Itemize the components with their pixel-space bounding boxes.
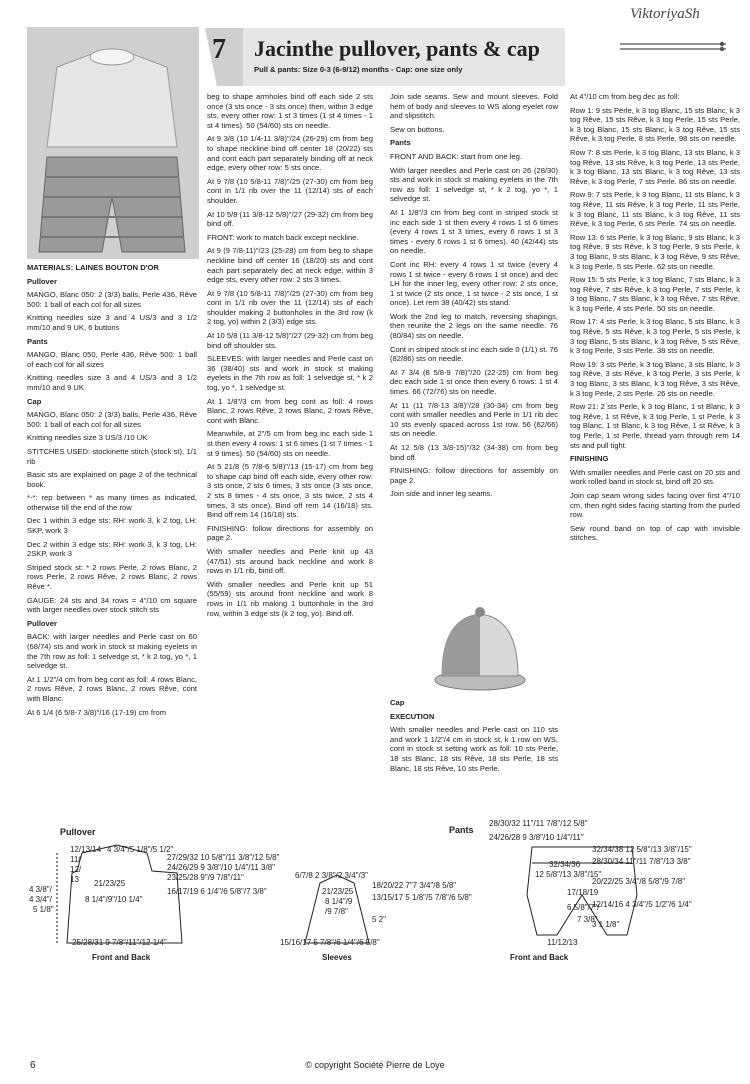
knitting-needles-icon (618, 38, 728, 54)
paragraph: GAUGE: 24 sts and 34 rows = 4"/10 cm square with larger needles over stock stitch sts (27, 595, 197, 615)
section-heading: Pullover (27, 618, 57, 628)
column-3-cap (390, 698, 558, 777)
paragraph: Row 19: 3 sts Perle, k 3 tog Blanc, 3 sts Blanc, k 3 tog Rêve, 3 sts Rêve, k 3 tog Perle, 3 sts Perle, k 3 tog Blanc, 3 sts Blanc, k 3 tog Rêve, 3 sts Rêve, k 3 tog Perle, 2 sts Perle. 26 sts on needle. (570, 359, 740, 398)
pants-label-j: 20/22/25 3/4"/8 5/8"/9 7/8" (592, 877, 686, 886)
garment-photo (27, 27, 199, 259)
paragraph: At 5 21/8 (5 7/8-6 5/8)"/13 (15-17) cm from beg to shape cap bind off each side, every other row: 3 sts once, 2 sts 6 times, 3 sts once (3 sts once, 2 sts 8 times - 4 sts once, 3 sts twice, 2 sts 4 times, 3 sts once). Bind off rem 14 (16/18) sts. Bind off rem 14 (16/18) sts. (207, 462, 373, 520)
pullover-label-e: 13 (70, 875, 79, 884)
sleeve-label-b: 21/23/25 (322, 887, 354, 896)
paragraph: Join cap seam wrong sides facing over first 4"/10 cm, then right sides facing starting from the purled row. (570, 490, 740, 520)
pants-label-f: 6 5/8"/7"/ (567, 903, 600, 912)
paragraph: At 1 1/8"/3 cm from beg cont in striped stock st inc each side 1 st then every 4 rows 1 st 6 times (every 4 rows 1 st 3 times, every 6 rows 1 st 3 times - every 6 rows 1 st 6 times). 40 (42/44) sts on needle. (390, 207, 558, 256)
paragraph: At 7 3/4 (8 5/8-9 7/8)"/20 (22-25) cm from beg dec each side 1 st once then every 6 rows: 1 st 4 times. 66 (72/76) sts on needle. (390, 367, 558, 397)
pants-label-m: 11/12/13 (547, 938, 578, 947)
paragraph: With smaller needles and Perle knit up 43 (47/51) sts around back neckline and work 8 rows in 1/1 rib, bind off. (207, 546, 373, 576)
pullover-label-g: 8 1/4"/9"/10 1/4" (85, 895, 143, 904)
paragraph: Meanwhile, at 2"/5 cm from beg inc each side 1 st then every 4 rows: 1 st 6 times (1 st 7 times - 1 st 9 times). 50 (54/60) sts on needle. (207, 429, 373, 458)
sleeve-label-f: 13/15/17 5 1/8"/5 7/8"/6 5/8" (372, 893, 472, 902)
section-heading: Pullover (27, 276, 57, 286)
paragraph: Join side and inner leg seams. (390, 489, 493, 499)
schematics (27, 815, 747, 1055)
paragraph: FINISHING: follow directions for assembly on page 2. (207, 523, 373, 543)
paragraph: FINISHING: follow directions for assembly on page 2. (390, 466, 558, 485)
pullover-label-i: 4 3/4"/ (29, 895, 52, 904)
pullover-label-j: 5 1/8" (33, 905, 54, 914)
paragraph: STITCHES USED: stockinette stitch (stock st), 1/1 rib (27, 446, 197, 466)
section-heading: FINISHING (570, 454, 609, 464)
pants-label-b: 24/26/28 9 3/8"/10 1/4"/11" (489, 833, 584, 842)
paragraph: BACK: with larger needles and Perle cast on 60 (68/74) sts and work in stock st making eyelets in the 7th row as foll: 1 selvedge st, * k 2 tog, yo *, 1 selvedge st. (27, 632, 197, 671)
paragraph: Row 7: 8 sts Perle, k 3 tog Blanc, 13 sts Blanc, k 3 tog Rêve, 13 sts Rêve, k 3 tog Perle, 13 sts Perle, k 3 tog Blanc, 13 sts Blanc, k 3 tog Rêve, 13 sts Rêve, k 3 tog Perle, 7 sts Perle. 86 sts on needle. (570, 147, 740, 186)
paragraph: At 10 5/8 (11 3/8-12 5/8)"/27 (29-32) cm from beg bind off. (207, 209, 373, 229)
column-1 (27, 263, 197, 721)
paragraph: Sew round band on top of cap with invisible stitches. (570, 523, 740, 543)
paragraph: Work the 2nd leg to match, reversing shapings, then reunite the 2 legs on the same needle. 76 (80/84) sts on needle. (390, 311, 558, 341)
section-heading: Pants (390, 138, 411, 148)
paragraph: SLEEVES: with larger needles and Perle cast on 36 (38/40) sts and work in stock st making eyelets in the 7th row as foll: 1 selvedge st, * k 2 tog, yo *, 1 selvedge st. (207, 354, 373, 393)
paragraph: beg to shape armholes bind off each side 2 sts once (3 sts once - 3 sts once) then, within 3 edge sts, every other row: 1 st 3 times (1 st 4 times - 1 st 4 times). 50 (54/60) sts on needle. (207, 92, 373, 130)
page-number: 6 (30, 1060, 36, 1071)
pullover-label-k: 27/29/32 10 5/8"/11 3/8"/12 5/8" (167, 853, 280, 862)
pullover-label-d: 12/ (70, 865, 82, 874)
paragraph: Row 17: 4 sts Perle, k 3 tog Blanc, 5 sts Blanc, k 3 tog Rêve, 5 sts Rêve, k 3 tog Perle, 5 sts Perle, k 3 tog Blanc, 5 sts Blanc, k 3 tog Rêve, 5 sts Rêve, k 3 tog Perle, 3 sts Perle. 38 sts on needle. (570, 317, 740, 356)
paragraph: FRONT AND BACK: start from one leg. (390, 151, 522, 161)
paragraph: Cont inc RH: every 4 rows 1 st twice (every 4 rows 1 st twice - every 6 rows 1 st once) and dec LH for the inner leg, every other row: 2 sts once, 1 st twice (2 sts once, 1 st twice - 2 sts once, 1 st once). Let rem 38 (40/42) sts stand. (390, 259, 558, 308)
cap-illustration (430, 600, 530, 700)
section-heading: EXECUTION (390, 711, 435, 721)
sleeve-label-c: 8 1/4"/9 (325, 897, 353, 906)
paragraph: FRONT: work to match back except neckline. (207, 232, 359, 242)
pants-label-g: 7 3/8" (577, 915, 598, 924)
paragraph: Knitting needles size 3 and 4 US/3 and 3 1/2 mm/10 and 9 UK, 6 buttons (27, 313, 197, 332)
pattern-number: 7 (212, 34, 226, 65)
pants-label-e: 17/18/19 (567, 888, 599, 897)
sleeve-label-g: 5 2" (372, 915, 386, 924)
paragraph: Row 15: 5 sts Perle, k 3 tog Blanc, 7 sts Blanc, k 3 tog Rêve, 7 sts Rêve, k 3 tog Perle, 7 sts Perle, k 3 tog Blanc, 7 sts Blanc, k 3 tog Rêve, 7 sts Rêve, k 3 tog Perle, 4 sts Perle. 50 sts on needle. (570, 275, 740, 313)
section-heading: MATERIALS: LAINES BOUTON D'OR (27, 263, 159, 272)
pants-label-i: 28/30/34 11"/11 7/8"/13 3/8" (592, 857, 691, 866)
pullover-label-b: 4 3/4"/5 1/8"/5 1/2" (107, 845, 174, 854)
sleeves-caption: Sleeves (322, 953, 352, 962)
paragraph: At 12 5/8 (13 3/8-15)"/32 (34-38) cm from beg bind off. (390, 443, 558, 462)
paragraph: At 9 7/8 (10 5/8-11 7/8)"/25 (27-30) cm from beg cont in 1/1 rib over the 11 (12/14) sts of each shoulder. (207, 176, 373, 205)
section-heading: Cap (27, 396, 42, 406)
paragraph: MANGO, Blanc 050: 2 (3/3) balls, Perle 436, Rêve 500: 1 ball of each col for all sizes (27, 410, 197, 429)
pullover-label-o: 25/28/31 9 7/8"/11"/12 1/4" (72, 938, 167, 947)
paragraph: At 1 1/8"/3 cm from beg cont as foll: 4 rows Blanc, 2 rows Rêve, 2 rows Blanc, 2 rows Rêve, cont with Blanc. (207, 396, 373, 425)
paragraph: At 9 3/8 (10 1/4-11 3/8)"/24 (26-29) cm from beg to shape neckline bind off center 18 (20/22) sts and cont each part separately binding off at neck edge, every other row: 5 sts once. (207, 134, 373, 173)
pullover-label-h: 4 3/8"/ (29, 885, 52, 894)
paragraph: Knitting needles size 3 US/3 /10 UK (27, 433, 148, 443)
pullover-label-n: 16/17/19 6 1/4"/6 5/8"/7 3/8" (167, 887, 267, 896)
sleeve-label-d: /9 7/8" (325, 907, 348, 916)
pullover-label-c: 11/ (70, 855, 81, 864)
paragraph: Dec 2 within 3 edge sts: RH: work 3, k 3 tog, LH: 2SKP, work 3 (27, 539, 197, 559)
pullover-label-a: 12/13/14 (70, 845, 102, 854)
pants-label-h: 32/34/38 12 5/8"/13 3/8"/15" (592, 845, 692, 854)
paragraph: Sew on buttons. (390, 124, 445, 134)
paragraph: Row 13: 6 sts Perle, k 3 tog Blanc, 9 sts Blanc, k 3 tog Rêve, 9 sts Rêve, k 3 tog Perle, 9 sts Perle, k 3 tog Blanc, 9 sts Blanc, k 3 tog Rêve, 9 sts Rêve, k 3 tog Perle, 5 sts Perle. 62 sts on needle. (570, 232, 740, 271)
paragraph: At 11 (11 7/8-13 3/8)"/28 (30-34) cm from beg cont with smaller needles and Perle in 1/1 rib dec 10 sts evenly spaced across 1st row. 56 (62/66) sts on needle. (390, 400, 558, 439)
paragraph: With smaller needles and Perle knit up 51 (55/59) sts around front neckline and work 8 rows in 1/1 rib making 1 buttonhole in the 3rd row, within 3 edge sts (k 2 tog, yo). Bind off. (207, 579, 373, 618)
paragraph: MANGO, Blanc 050: 2 (3/3) balls, Perle 436, Rêve 500: 1 ball of each col for all sizes (27, 290, 197, 309)
column-3 (390, 92, 558, 503)
sleeve-label-a: 6/7/8 2 3/8"/2 3/4"/3" (295, 871, 369, 880)
paragraph: Row 9: 7 sts Perle, k 3 tog Blanc, 11 sts Blanc, k 3 tog Rêve, 11 sts Rêve, k 3 tog Perle, 11 sts Perle, k 3 tog Blanc, 11 sts Blanc, k 3 tog Rêve, 11 sts Rêve, k 3 tog Perle, 6 sts Perle. 74 sts on needle. (570, 190, 740, 229)
pants-label-k: 12/14/16 4 3/4"/5 1/2"/6 1/4" (592, 900, 692, 909)
paragraph: With larger needles and Perle cast on 26 (28/30) sts and work in stock st making eyelets in the 7th row as foll: 1 selvedge st, * k 2 tog, yo *, 1 selvedge st. (390, 165, 558, 204)
paragraph: At 9 7/8 (10 5/8-11 7/8)"/25 (27-30) cm from beg cont in 1/1 rib over the 11 (12/14) sts of each shoulder making 2 buttonholes in the 3rd row (k 2 tog, yo) within 2 (3/3) edge sts. (207, 288, 373, 327)
paragraph: *-*: rep between * as many times as indicated, otherwise till the end of the row (27, 493, 197, 512)
front-back-caption: Front and Back (92, 953, 151, 962)
section-heading: Cap (390, 698, 405, 707)
pants-front-back-caption: Front and Back (510, 953, 569, 962)
pullover-label-f: 21/23/25 (94, 879, 126, 888)
sleeve-label-e: 18/20/22 7"7 3/4"/8 5/8" (372, 881, 457, 890)
pants-label-d: 12 5/8"/13 3/8"/15" (535, 870, 602, 879)
paragraph: At 4"/10 cm from beg dec as foll: (570, 92, 680, 101)
paragraph: Join side seams. Sew and mount sleeves. Fold hem of body and sleeves to WS along eyelet row and slipstitch. (390, 92, 558, 121)
paragraph: Row 1: 9 sts Perle, k 3 tog Blanc, 15 sts Blanc, k 3 tog Rêve, 15 sts Rêve, k 3 tog Perle, 15 sts Perle, k 3 tog Blanc, 15 sts Blanc, k 3 tog Rêve, 15 sts Rêve, k 3 tog Perle, 8 sts Perle. 98 sts on needle. (570, 105, 740, 144)
column-4 (570, 92, 740, 547)
paragraph: With smaller needles and Perle cast on 20 sts and work rolled band in stock st, bind off 20 sts. (570, 467, 740, 487)
paragraph: Dec 1 within 3 edge sts: RH: work 3, k 2 tog, LH: SKP, work 3 (27, 516, 197, 536)
pants-diagram-title: Pants (449, 825, 474, 835)
column-2 (207, 92, 373, 622)
section-heading: Pants (27, 336, 48, 346)
pullover-diagram-title: Pullover (60, 827, 96, 837)
sleeve-label-h: 15/16/17 5 7/8"/6 1/4"/6 5/8" (280, 938, 380, 947)
paragraph: Basic sts are explained on page 2 of the technical book. (27, 470, 197, 489)
pants-label-c: 32/34/36 (549, 860, 581, 869)
paragraph: At 1 1/2"/4 cm from beg cont as foll: 4 rows Blanc, 2 rows Rêve, 2 rows Blanc, 2 rows Rêve, cont with Blanc. (27, 674, 197, 703)
page-title: Jacinthe pullover, pants & cap (254, 36, 540, 61)
pants-label-a: 28/30/32 11"/11 7/8"/12 5/8" (489, 819, 588, 828)
paragraph: At 10 5/8 (11 3/8-12 5/8)"/27 (29-32) cm from beg bind off shoulder sts. (207, 331, 373, 350)
copyright: © copyright Société Pierre de Loye (305, 1060, 445, 1070)
pants-label-l: 3 1 1/8" (592, 920, 620, 929)
paragraph: At 6 1/4 (6 5/8-7 3/8)"/16 (17-19) cm from (27, 707, 167, 717)
paragraph: With smaller needles and Perle cast on 110 sts and work 1 1/2"/4 cm in stock st, k 1 row on WS, cont in stock st setting work as foll: 10 sts Perle, 18 sts Blanc, 18 sts Rêve, 18 sts Perle, 18 sts Blanc, 18 sts Rêve, 10 sts Perle. (390, 725, 558, 773)
pullover-label-m: 23/25/28 9"/9 7/8"/11" (167, 873, 244, 882)
page-subtitle: Pull & pants: Size 0-3 (6-9/12) months - Cap: one size only (254, 65, 463, 74)
signature: ViktoriyaSh (630, 6, 700, 22)
paragraph: Striped stock st: * 2 rows Perle, 2 rows Blanc, 2 rows Perle, 2 rows Rêve, 2 rows Blanc, 2 rows Rêve *. (27, 562, 197, 592)
paragraph: MANGO, Blanc 050, Perle 436, Rêve 500: 1 ball of each col for all sizes (27, 350, 197, 369)
paragraph: Cont in striped stock st inc each side 0 (1/1) st. 76 (82/86) sts on needle. (390, 344, 558, 364)
paragraph: At 9 (9 7/8-11)"/23 (25-28) cm from beg to shape neckline bind off center 16 (18/20) sts and cont each part separately dec at neck edge, within 3 edge sts, every other row: 2 sts 3 times. (207, 246, 373, 285)
paragraph: Row 21: 2 sts Perle, k 3 tog Blanc, 1 st Blanc, k 3 tog Rêve, 1 st Rêve, k 3 tog Perle, 1 st Perle, k 3 tog Blanc, 1 st Blanc, k 3 tog Rêve, 1 st Rêve, k 3 tog Perle, 1 st Perle, thread yarn through rem 14 sts and pull tight. (570, 402, 740, 450)
paragraph: Knitting needles size 3 and 4 US/3 and 3 1/2 mm/10 and 9 UK (27, 373, 197, 392)
pullover-label-l: 24/26/29 9 3/8"/10 1/4"/11 3/8" (167, 863, 276, 872)
